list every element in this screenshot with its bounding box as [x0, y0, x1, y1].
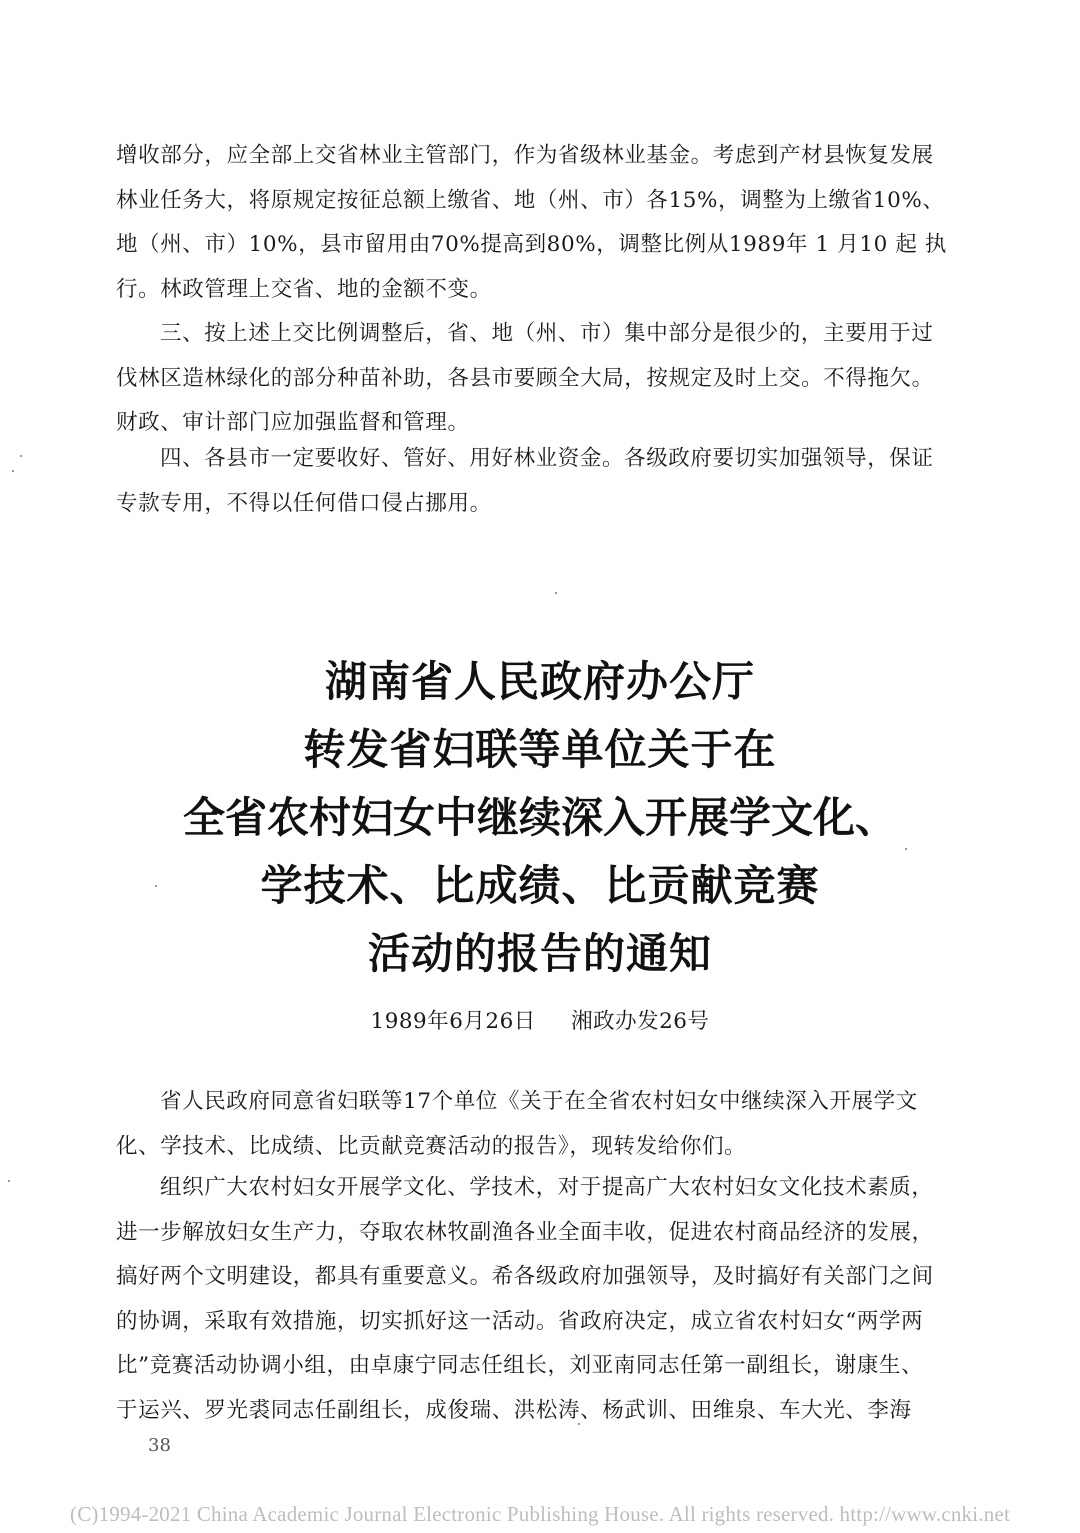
text-line: 的协调，采取有效措施，切实抓好这一活动。省政府决定，成立省农村妇女“两学两: [116, 1308, 924, 1334]
title-line: 学技术、比成绩、比贡献竞赛: [260, 861, 820, 910]
text-line: 四、各县市一定要收好、管好、用好林业资金。各级政府要切实加强领导，保证: [160, 446, 934, 471]
scan-speck: [905, 848, 907, 850]
scan-speck: [578, 1423, 580, 1425]
text-line: 伐林区造林绿化的部分种苗补助，各县市要顾全大局，按规定及时上交。不得拖欠。: [116, 365, 934, 391]
document-date-line: [0, 1004, 1080, 1035]
text-line: 增收部分，应全部上交省林业主管部门，作为省级林业基金。考虑到产材县恢复发展: [116, 143, 934, 168]
scan-speck: [8, 1180, 10, 1182]
page-number: 38: [148, 1435, 171, 1456]
title-line: 全省农村妇女中继续深入开展学文化、: [182, 793, 897, 842]
text-line: 地（州、市）10%，县市留用由70%提高到80%，调整比例从1989年 1 月10 起 执: [116, 232, 947, 257]
text-line: 比”竞赛活动协调小组，由卓康宁同志任组长，刘亚南同志任第一副组长，谢康生、: [116, 1353, 924, 1378]
text-line: 进一步解放妇女生产力，夺取农林牧副渔各业全面丰收，促进农村商品经济的发展，: [116, 1219, 934, 1245]
text-line: 组织广大农村妇女开展学文化、学技术，对于提高广大农村妇女文化技术素质，: [160, 1175, 934, 1200]
document-number: 湘政办发26号: [571, 1009, 710, 1034]
paragraph-fund-adjustment: [116, 134, 964, 312]
text-line: 林业任务大，将原规定按征总额上缴省、地（州、市）各15%，调整为上缴省10%、: [116, 187, 945, 213]
text-line: 行。林政管理上交省、地的金额不变。: [116, 276, 492, 302]
paragraph-approval: [116, 1080, 964, 1169]
scan-speck: [12, 470, 14, 472]
paragraph-section-four: [116, 437, 964, 526]
title-line: 湖南省人民政府办公厅: [324, 657, 755, 706]
text-line: 省人民政府同意省妇联等17个单位《关于在全省农村妇女中继续深入开展学文: [160, 1089, 918, 1114]
article-title: [0, 648, 1080, 988]
scan-speck: [555, 592, 557, 594]
scan-speck: [155, 885, 157, 887]
text-line: 三、按上述上交比例调整后，省、地（州、市）集中部分是很少的，主要用于过: [160, 321, 934, 346]
title-line: 转发省妇联等单位关于在: [303, 725, 777, 774]
text-line: 化、学技术、比成绩、比贡献竞赛活动的报告》，现转发给你们。: [116, 1133, 747, 1159]
paragraph-organization: [116, 1166, 964, 1433]
text-line: 财政、审计部门应加强监督和管理。: [116, 410, 470, 435]
document-date: 1989年6月26日: [370, 1009, 536, 1034]
paragraph-section-three: [116, 312, 964, 446]
text-line: 于运兴、罗光裘同志任副组长，成俊瑞、洪松涛、杨武训、田维泉、车大光、李海: [116, 1397, 912, 1423]
title-line: 活动的报告的通知: [367, 929, 712, 978]
text-line: 搞好两个文明建设，都具有重要意义。希各级政府加强领导，及时搞好有关部门之间: [116, 1264, 934, 1289]
copyright-footer: (C)1994-2021 China Academic Journal Electronic Publishing House. All rights reserved. http://www.cnki.net: [70, 1502, 1010, 1526]
text-line: 专款专用，不得以任何借口侵占挪用。: [116, 490, 492, 516]
scan-speck: [20, 455, 22, 457]
